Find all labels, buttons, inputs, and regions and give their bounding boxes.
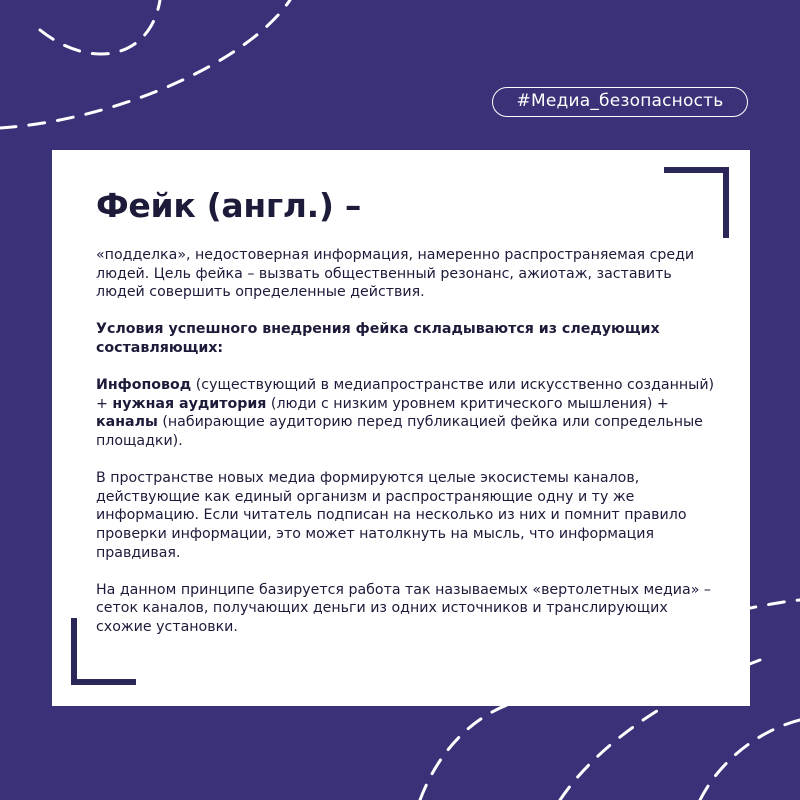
conditions-heading-text: Условия успешного внедрения фейка складываются из следующих составляющих: (96, 321, 660, 356)
component-infopovod: Инфоповод (96, 377, 192, 394)
component-channels: каналы (96, 414, 158, 431)
component-channels-desc: (набирающие аудиторию перед публикацией фейка или сопредельные площадки). (96, 414, 703, 449)
ecosystem-paragraph: В пространстве новых медиа формируются целые экосистемы каналов, действующие как единый организм и распространяющие одну и ту же информацию. Если читатель подписан на несколько из них и помнит правило проверки информации, это может натолкнуть на мысль, что информация правдивая. (96, 470, 687, 561)
helicopter-media-paragraph: На данном принципе базируется работа так называемых «вертолетных медиа» – сеток каналов, получающих деньги из одних источников и транслирующих схожие установки. (96, 581, 711, 635)
corner-bracket-top-right (664, 166, 732, 238)
article-body (96, 246, 716, 655)
component-infopovod-desc: (существующий в медиапространстве или искусственно созданный) + (96, 377, 715, 412)
components-paragraph (96, 376, 716, 450)
hashtag-badge: #Медиа_безопасность (492, 87, 748, 117)
page-title: Фейк (англ.) – (96, 186, 362, 225)
conditions-heading (96, 320, 716, 357)
component-audience-desc: (люди с низким уровнем критического мышления) + (266, 395, 669, 412)
component-audience: нужная аудитория (112, 395, 267, 412)
definition-paragraph: «подделка», недостоверная информация, намеренно распространяемая среди людей. Цель фейка – вызвать общественный резонанс, ажиотаж, заставить людей совершить определенные действия. (96, 247, 695, 301)
